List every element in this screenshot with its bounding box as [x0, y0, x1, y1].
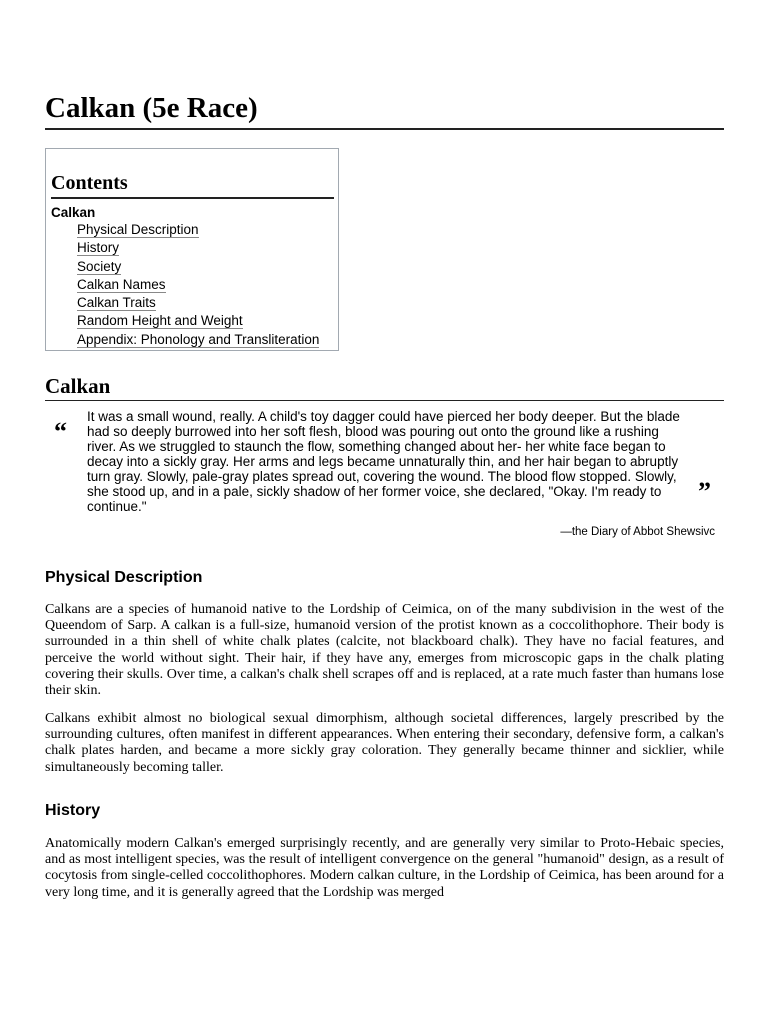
physical-paragraph-2: Calkans exhibit almost no biological sexual dimorphism, although societal differences, largely prescribed by the surrounding cultures, often manifest in different appearances. When entering their secondary, defensive form, a calkan's chalk plates harden, and became a more sickly gray coloration. They generally became thinner and sicklier, while simultaneously becoming taller.: [45, 711, 724, 775]
physical-paragraph-1: Calkans are a species of humanoid native to the Lordship of Ceimica, on of the many subdivision in the west of the Queendom of Sarp. A calkan is a full-size, humanoid version of the protist known as a coccolithophore. Their body is surrounded in a thin shell of white chalk plates (calcite, not blackboard chalk). They have no facial features, and perceive the world without sight. Their hair, if they have any, emerges from microscopic gaps in the chalk plating covering their skulls. Over time, a calkan's chalk shell scrapes off and is replaced, at a rate much faster than humans lose their skin.: [45, 602, 724, 699]
toc-sublist: [51, 221, 334, 349]
toc-item-calkan-label: Calkan: [51, 205, 96, 220]
toc-item-calkan: [51, 205, 334, 349]
toc-item: [77, 276, 334, 294]
toc-link-society[interactable]: Society: [77, 258, 122, 274]
toc-item: [77, 258, 334, 276]
quote-attribution: —the Diary of Abbot Shewsivc: [560, 526, 715, 538]
toc-item: [77, 312, 334, 330]
toc-item: [77, 221, 334, 239]
heading-physical-description: Physical Description: [45, 569, 203, 586]
toc-list: [51, 205, 334, 349]
toc-link-calkan-names[interactable]: Calkan Names: [77, 276, 166, 292]
toc-link-physical-description[interactable]: Physical Description: [77, 222, 199, 237]
toc-item: [77, 239, 334, 257]
section-heading-calkan: Calkan: [45, 374, 724, 401]
toc-heading: Contents: [51, 171, 334, 199]
toc-link-history[interactable]: History: [77, 240, 120, 256]
toc-link-appendix-phonology[interactable]: Appendix: Phonology and Transliteration: [77, 331, 320, 347]
table-of-contents: [45, 148, 339, 351]
history-paragraph-1: Anatomically modern Calkan's emerged surprisingly recently, and are generally very similar to Proto-Hebaic species, and as most intelligent species, was the result of intelligent convergence on the general "humanoid" design, as a result of cocytosis from single-celled coccolithophores. Modern calkan culture, in the Lordship of Ceimica, has been around for a very long time, and it is generally agreed that the Lordship was merged: [45, 836, 724, 900]
toc-link-calkan-traits[interactable]: Calkan Traits: [77, 295, 156, 311]
open-quote-mark: “: [54, 417, 67, 446]
heading-history: History: [45, 802, 101, 819]
toc-item: [77, 294, 334, 312]
toc-link-random-height-weight[interactable]: Random Height and Weight: [77, 313, 243, 329]
close-quote-mark: ”: [698, 477, 711, 506]
epigraph-quote: It was a small wound, really. A child's toy dagger could have pierced her body deeper. But the blade had so deeply burrowed into her soft flesh, blood was pouring out onto the ground like a rushing river. As we struggled to staunch the flow, something changed about her- her white face began to decay into a sickly gray. Her arms and legs became unnaturally thin, and her hair began to abruptly turn gray. Slowly, pale-gray plates spread out, covering the wound. The blood flow stopped. Slowly, she stood up, and in a pale, sickly shadow of her former voice, she declared, "Okay. I'm ready to continue.": [87, 409, 680, 514]
page-title: Calkan (5e Race): [45, 90, 724, 130]
toc-item: [77, 331, 334, 349]
